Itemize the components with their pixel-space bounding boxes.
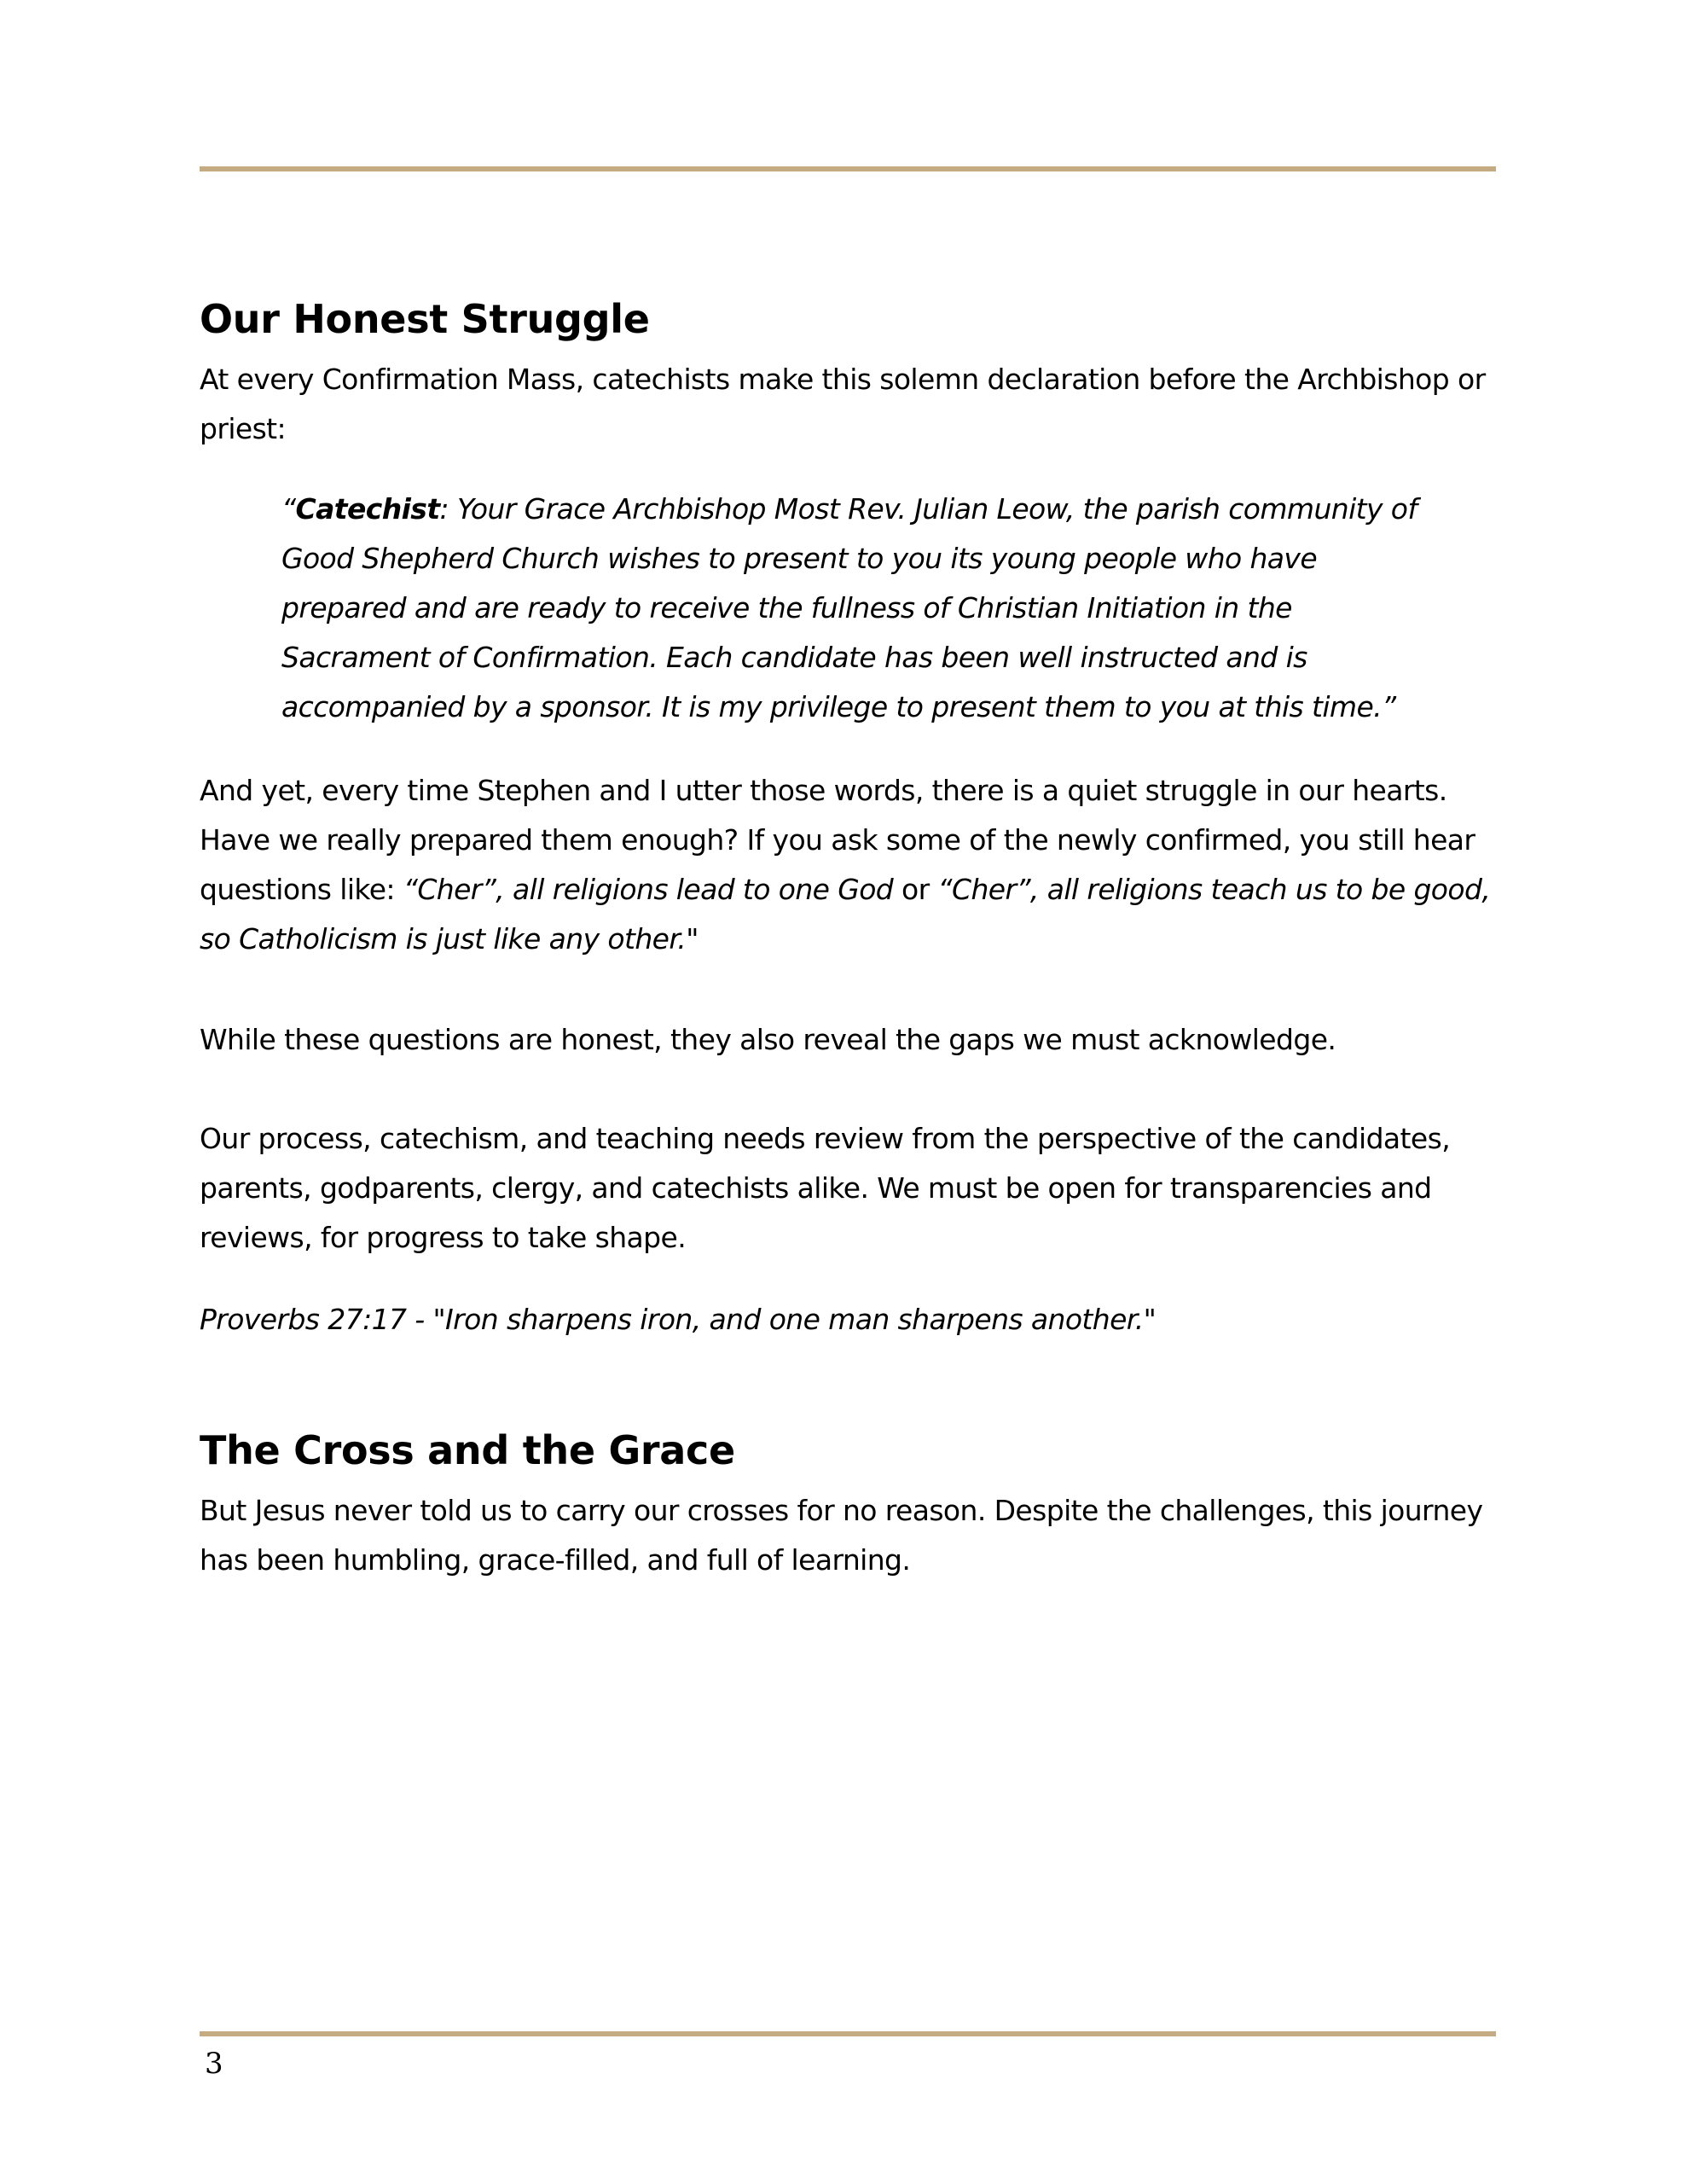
proverb-citation: Proverbs 27:17 - "Iron sharpens iron, and one man sharpens another." — [200, 1303, 1157, 1336]
page-content — [200, 290, 1504, 1585]
gaps-paragraph: While these questions are honest, they also reveal the gaps we must acknowledge. — [200, 1023, 1336, 1056]
intro-paragraph: At every Confirmation Mass, catechists make this solemn declaration before the Archbishop or priest: — [200, 363, 1486, 445]
struggle-paragraph — [200, 766, 1504, 964]
question-two: “Cher”, all religions teach us to be good, so Catholicism is just like any other. — [200, 873, 1491, 956]
footer-rule — [200, 2031, 1496, 2036]
quote-speaker: Catechist — [295, 492, 440, 526]
catechist-quote — [281, 485, 1424, 732]
section-heading-honest-struggle: Our Honest Struggle — [200, 296, 650, 342]
quote-text: : Your Grace Archbishop Most Rev. Julian Leow, the parish community of Good Shepherd Church wishes to present to you its young people who have prepared and are ready to receive the fullness of Christian Initiation in the Sacrament of Confirmation. Each candidate has been well instructed and is accompanied by a sponsor. It is my privilege to present them to you at this time.” — [281, 492, 1417, 723]
struggle-text: And yet, every time Stephen and I utter those words, there is a quiet struggle in our hearts. Have we really prepared them enough? If you ask some of the newly confirmed, you still hear questions like: — [200, 774, 1475, 906]
header-rule — [200, 166, 1496, 171]
page-number: 3 — [205, 2047, 223, 2081]
question-or: or — [893, 873, 938, 906]
grace-paragraph: But Jesus never told us to carry our crosses for no reason. Despite the challenges, this journey has been humbling, grace-filled, and full of learning. — [200, 1494, 1483, 1577]
question-one: “Cher”, all religions lead to one God — [403, 873, 894, 906]
question-end: " — [686, 922, 699, 956]
review-paragraph: Our process, catechism, and teaching needs review from the perspective of the candidates, parents, godparents, clergy, and catechists alike. We must be open for transparencies and reviews, for progress to take shape. — [200, 1122, 1451, 1254]
section-heading-cross-grace: The Cross and the Grace — [200, 1427, 735, 1473]
quote-open-mark: “ — [281, 492, 296, 526]
